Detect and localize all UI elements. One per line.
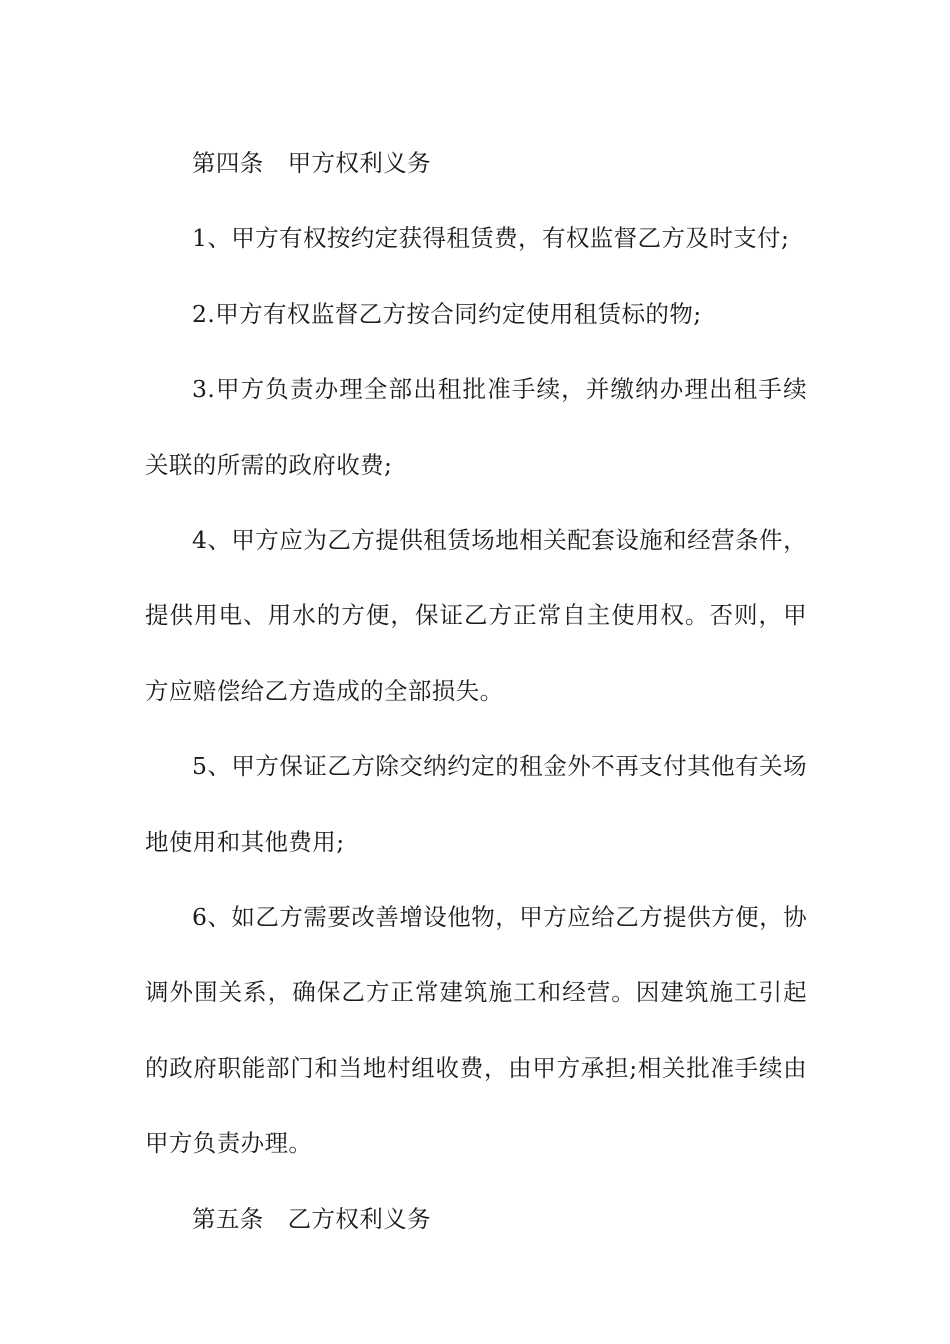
paragraph-6: 6、如乙方需要改善增设他物，甲方应给乙方提供方便，协调外围关系，确保乙方正常建筑施工和经营。因建筑施工引起的政府职能部门和当地村组收费，由甲方承担;相关批准手续由甲方负责办理。 (145, 903, 807, 1158)
paragraph-4: 4、甲方应为乙方提供租赁场地相关配套设施和经营条件，提供用电、用水的方便，保证乙方正常自主使用权。否则，甲方应赔偿给乙方造成的全部损失。 (145, 526, 807, 705)
article-four-heading: 第四条 甲方权利义务 (192, 149, 431, 177)
paragraph-1: 1、甲方有权按约定获得租赁费，有权监督乙方及时支付; (192, 224, 790, 253)
paragraph-5: 5、甲方保证乙方除交纳约定的租金外不再支付其他有关场地使用和其他费用; (145, 752, 807, 856)
paragraph-2: 2.甲方有权监督乙方按合同约定使用租赁标的物; (192, 299, 702, 328)
paragraph-3: 3.甲方负责办理全部出租批准手续，并缴纳办理出租手续关联的所需的政府收费; (145, 375, 807, 479)
article-five-heading: 第五条 乙方权利义务 (192, 1204, 431, 1233)
document-body (145, 126, 807, 1257)
